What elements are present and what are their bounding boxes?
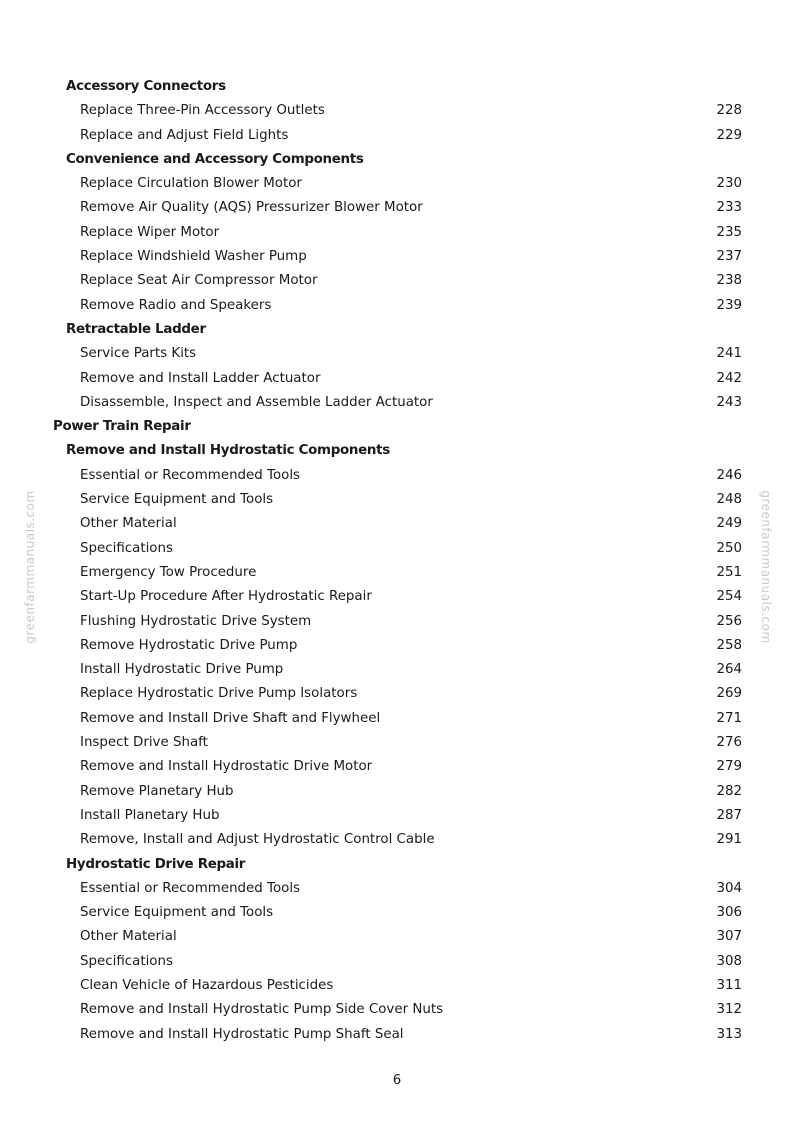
toc-entry-page-number: 282: [716, 783, 742, 799]
toc-entry-page-number: 229: [716, 127, 742, 143]
toc-entry-page-number: 239: [716, 297, 742, 313]
toc-entry[interactable]: [0, 755, 794, 779]
toc-entry-title: Essential or Recommended Tools: [80, 880, 301, 896]
toc-entry[interactable]: [0, 780, 794, 804]
toc-entry-title: Remove and Install Hydrostatic Pump Side Cover Nuts: [80, 1002, 444, 1018]
toc-entry-page-number: 250: [716, 540, 742, 556]
toc-section-heading: [0, 415, 794, 439]
toc-entry-title: Accessory Connectors: [66, 79, 226, 94]
toc-entry-page-number: 276: [716, 735, 742, 751]
toc-entry[interactable]: [0, 488, 794, 512]
table-of-contents: [0, 75, 794, 1047]
toc-entry[interactable]: [0, 950, 794, 974]
toc-entry-title: Remove Hydrostatic Drive Pump: [80, 637, 298, 653]
toc-entry-page-number: 242: [716, 370, 742, 386]
toc-entry-page-number: 313: [716, 1026, 742, 1042]
toc-entry[interactable]: [0, 537, 794, 561]
toc-entry[interactable]: [0, 269, 794, 293]
toc-entry-title: Replace Three-Pin Accessory Outlets: [80, 103, 325, 119]
toc-entry-title: Specifications: [80, 540, 173, 556]
toc-entry[interactable]: [0, 99, 794, 123]
toc-entry[interactable]: [0, 221, 794, 245]
toc-entry[interactable]: [0, 974, 794, 998]
toc-entry-page-number: 233: [716, 200, 742, 216]
toc-entry-page-number: 264: [716, 662, 742, 678]
toc-entry-page-number: 307: [716, 929, 742, 945]
toc-entry-title: Emergency Tow Procedure: [80, 564, 257, 580]
toc-entry[interactable]: [0, 925, 794, 949]
toc-entry-title: Replace Hydrostatic Drive Pump Isolators: [80, 686, 358, 702]
toc-entry[interactable]: [0, 610, 794, 634]
toc-entry-title: Replace Wiper Motor: [80, 224, 220, 240]
toc-entry-title: Retractable Ladder: [66, 321, 206, 337]
toc-entry[interactable]: [0, 172, 794, 196]
toc-entry-title: Clean Vehicle of Hazardous Pesticides: [80, 977, 334, 993]
toc-entry-title: Flushing Hydrostatic Drive System: [80, 613, 312, 629]
toc-entry-title: Inspect Drive Shaft: [80, 735, 208, 751]
toc-entry[interactable]: [0, 585, 794, 609]
toc-entry[interactable]: [0, 391, 794, 415]
toc-entry-title: Remove and Install Drive Shaft and Flywheel: [80, 710, 381, 726]
watermark-right: greenfarmmanuals.com: [759, 490, 773, 644]
toc-entry-page-number: 237: [716, 249, 742, 265]
toc-entry[interactable]: [0, 294, 794, 318]
toc-entry[interactable]: [0, 367, 794, 391]
toc-entry-page-number: 230: [716, 176, 742, 192]
toc-entry-page-number: 287: [716, 807, 742, 823]
toc-entry-title: Remove Air Quality (AQS) Pressurizer Blower Motor: [80, 200, 423, 216]
toc-entry[interactable]: [0, 998, 794, 1022]
toc-entry[interactable]: [0, 682, 794, 706]
toc-entry-title: Install Hydrostatic Drive Pump: [80, 662, 284, 678]
toc-entry-page-number: 246: [716, 467, 742, 483]
toc-entry-page-number: 243: [716, 394, 742, 410]
toc-entry-page-number: 308: [716, 953, 742, 969]
toc-section-heading: [0, 439, 794, 463]
toc-section-heading: [0, 318, 794, 342]
toc-entry-title: Specifications: [80, 953, 173, 969]
toc-entry[interactable]: [0, 804, 794, 828]
toc-entry-title: Replace Circulation Blower Motor: [80, 176, 302, 192]
toc-entry-title: Replace Windshield Washer Pump: [80, 249, 307, 265]
toc-entry-title: Replace Seat Air Compressor Motor: [80, 273, 318, 289]
toc-entry-page-number: 228: [716, 103, 742, 119]
toc-entry-title: Service Parts Kits: [80, 346, 197, 362]
toc-entry-title: Disassemble, Inspect and Assemble Ladder Actuator: [80, 394, 433, 410]
toc-entry-title: Remove and Install Ladder Actuator: [80, 370, 321, 386]
toc-entry-page-number: 271: [716, 710, 742, 726]
toc-entry-page-number: 291: [716, 832, 742, 848]
toc-entry-page-number: 238: [716, 273, 742, 289]
toc-entry-page-number: 311: [716, 977, 742, 993]
toc-entry-title: Install Planetary Hub: [80, 807, 220, 823]
toc-entry-page-number: 235: [716, 224, 742, 240]
toc-entry-page-number: 304: [716, 880, 742, 896]
toc-entry-page-number: 258: [716, 637, 742, 653]
toc-entry-title: Other Material: [80, 516, 177, 532]
toc-entry-page-number: 241: [716, 346, 742, 362]
toc-entry-page-number: 248: [716, 492, 742, 508]
toc-entry-title: Other Material: [80, 929, 177, 945]
toc-entry[interactable]: [0, 561, 794, 585]
toc-entry[interactable]: [0, 1023, 794, 1047]
toc-entry[interactable]: [0, 731, 794, 755]
toc-entry-page-number: 249: [716, 516, 742, 532]
toc-entry[interactable]: [0, 828, 794, 852]
toc-entry-title: Convenience and Accessory Components: [66, 151, 364, 167]
toc-section-heading: [0, 75, 794, 99]
toc-entry-title: Remove and Install Hydrostatic Components: [66, 443, 390, 459]
toc-entry[interactable]: [0, 658, 794, 682]
toc-entry-title: Service Equipment and Tools: [80, 905, 274, 921]
page-number: 6: [392, 1073, 402, 1088]
toc-section-heading: [0, 148, 794, 172]
toc-entry-title: Remove Radio and Speakers: [80, 297, 272, 313]
toc-entry[interactable]: [0, 196, 794, 220]
toc-entry[interactable]: [0, 245, 794, 269]
toc-entry-title: Replace and Adjust Field Lights: [80, 127, 289, 143]
toc-entry-title: Start-Up Procedure After Hydrostatic Repair: [80, 589, 372, 605]
toc-entry[interactable]: [0, 901, 794, 925]
toc-entry-title: Remove, Install and Adjust Hydrostatic Control Cable: [80, 832, 435, 848]
toc-entry[interactable]: [0, 124, 794, 148]
toc-entry-page-number: 254: [716, 589, 742, 605]
toc-entry-title: Hydrostatic Drive Repair: [66, 856, 246, 872]
toc-entry[interactable]: [0, 707, 794, 731]
watermark-left: greenfarmmanuals.com: [23, 490, 37, 644]
toc-entry-title: Power Train Repair: [53, 419, 191, 435]
toc-entry-title: Remove and Install Hydrostatic Pump Shaft Seal: [80, 1026, 404, 1042]
toc-entry[interactable]: [0, 512, 794, 536]
toc-section-heading: [0, 853, 794, 877]
toc-entry[interactable]: [0, 464, 794, 488]
toc-entry-title: Service Equipment and Tools: [80, 492, 274, 508]
toc-entry[interactable]: [0, 877, 794, 901]
toc-entry-page-number: 251: [716, 564, 742, 580]
toc-entry[interactable]: [0, 342, 794, 366]
toc-entry-page-number: 256: [716, 613, 742, 629]
toc-entry-page-number: 279: [716, 759, 742, 775]
toc-entry-page-number: 269: [716, 686, 742, 702]
toc-entry[interactable]: [0, 634, 794, 658]
toc-entry-page-number: 312: [716, 1002, 742, 1018]
toc-entry-title: Remove and Install Hydrostatic Drive Motor: [80, 759, 373, 775]
toc-entry-title: Remove Planetary Hub: [80, 783, 234, 799]
toc-entry-page-number: 306: [716, 905, 742, 921]
toc-entry-title: Essential or Recommended Tools: [80, 467, 301, 483]
